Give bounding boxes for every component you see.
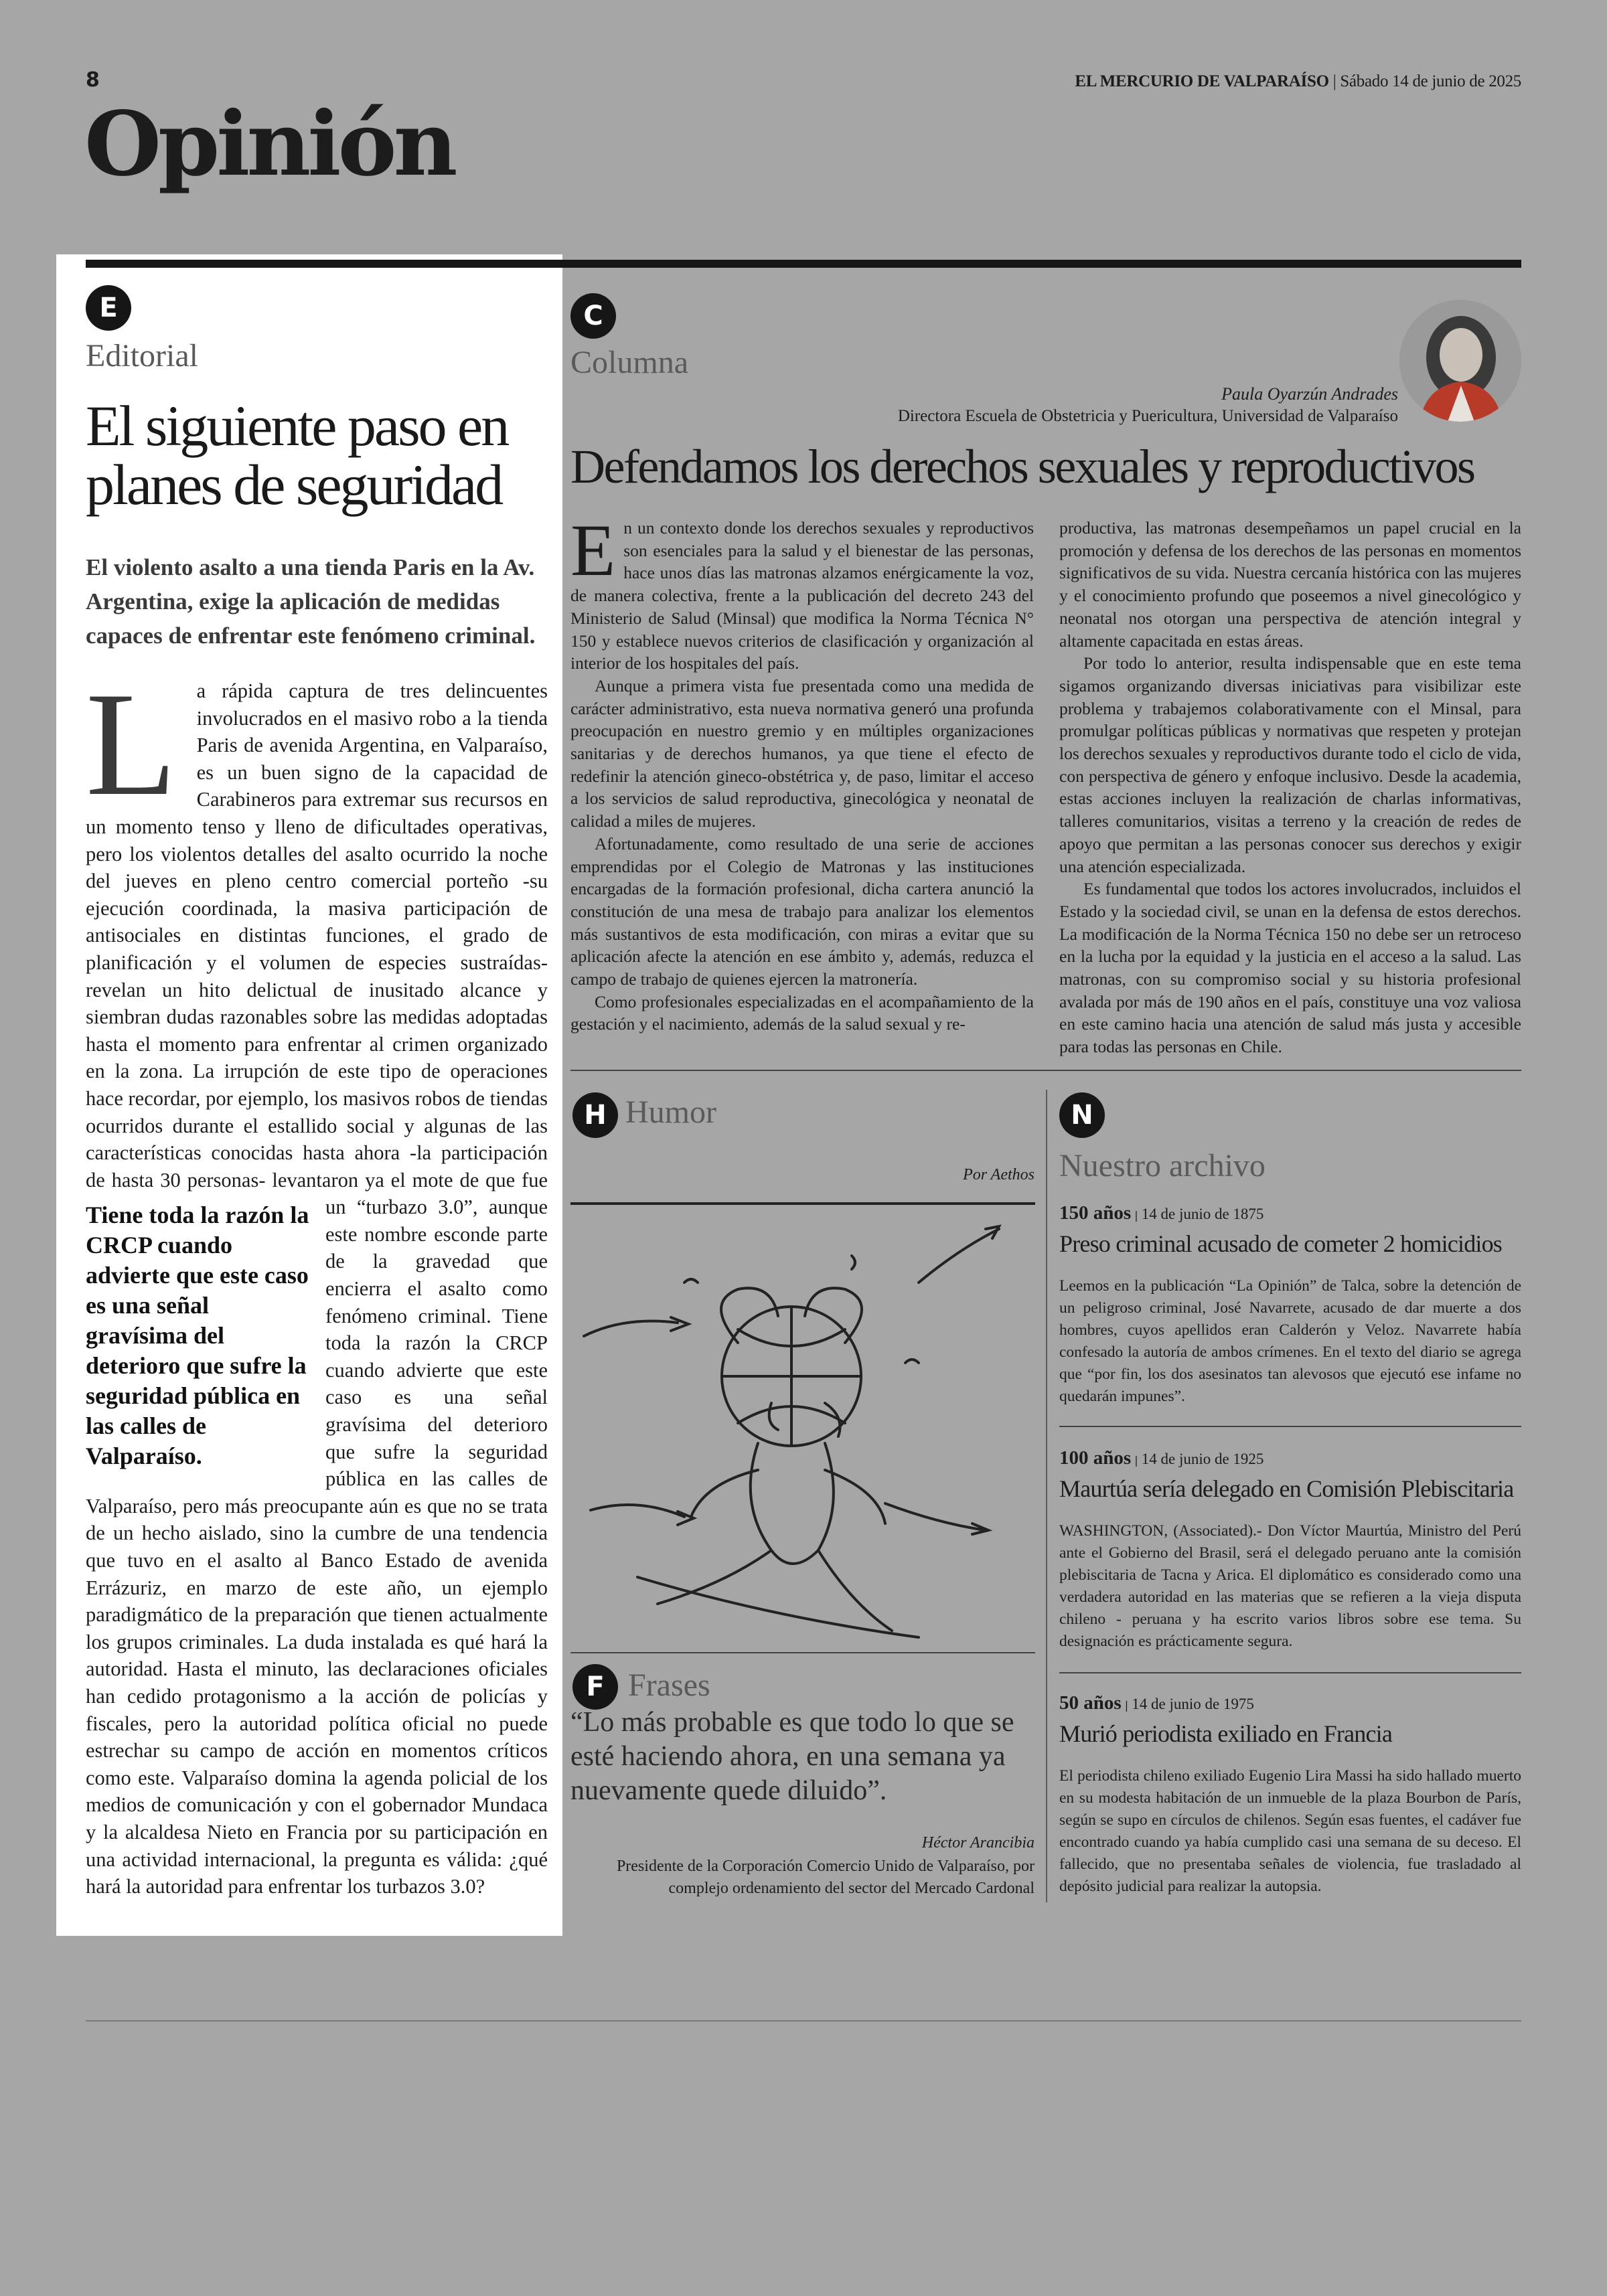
page-number: 8 bbox=[86, 68, 100, 92]
archive-body: El periodista chileno exiliado Eugenio Lira Massi ha sido hallado muerto en su modesta habitación de un inmueble de la plaza Bourbon de París, según se supo en círculos de chilenos. Según esas fuentes, el cadáver fue encontrado cuando ya había cumplido casi una semana de su deceso. El fallecido, que no presentaba señales de violencia, fue trasladado al depósito judicial para realizar la autopsia. bbox=[1059, 1767, 1521, 1895]
humor-badge: H bbox=[572, 1092, 618, 1138]
archive-date: 14 de junio de 1925 bbox=[1141, 1451, 1264, 1467]
column-paragraph: Aunque a primera vista fue presentada como una medida de carácter administrativo, esta nueva normativa generó una profunda preocupación en nuestro gremio y en múltiples organizaciones sanitarias y de derechos humanos, ya que tiene el efecto de redefinir la atención gineco-obstétrica y, de paso, limitar el acceso a los servicios de salud reproductiva, ginecológica y neonatal de calidad a miles de mujeres. bbox=[570, 675, 1034, 831]
frases-role: Presidente de la Corporación Comercio Unido de Valparaíso, por complejo ordenamiento del sector del Mercado Cardonal bbox=[616, 1858, 1035, 1897]
author-role: Directora Escuela de Obstetricia y Puericultura, Universidad de Valparaíso bbox=[897, 407, 1398, 425]
editorial-body bbox=[86, 677, 548, 1902]
masthead: EL MERCURIO DE VALPARAÍSO | Sábado 14 de junio de 2025 bbox=[1075, 72, 1521, 90]
archive-headline: Preso criminal acusado de cometer 2 homicidios bbox=[1059, 1230, 1502, 1257]
author-portrait-icon bbox=[1399, 300, 1521, 422]
column-text-right bbox=[1059, 517, 1521, 1058]
archive-years: 50 años bbox=[1059, 1692, 1122, 1714]
archive-years: 150 años bbox=[1059, 1202, 1132, 1224]
archive-item: 100 años | 14 de junio de 1925 Maurtúa sería delegado en Comisión Plebiscitaria WASHINGTON, (Associated).- Don Víctor Maurtúa, Ministro del Perú ante el Gobierno del Brasil, será el delegado peruano ante la comisión plebiscitaria de Tacna y Arica. El diplomático es considerado como una verdadera autoridad en las materias que se refieren a la vieja disputa chileno - peruana y ha escrito varios libros sobre ese tema. Su designación es prácticamente segura. bbox=[1059, 1447, 1521, 1653]
archive-badge: N bbox=[1059, 1092, 1105, 1138]
archive-rule bbox=[1059, 1426, 1521, 1427]
archive-item: 150 años | 14 de junio de 1875 Preso criminal acusado de cometer 2 homicidios Leemos en la publicación “La Opinión” de Talca, sobre la detención de un peligroso criminal, José Navarrete, acusado de dar muerte a dos hombres, cuyos apellidos eran Calderón y Veloz. Navarrete había confesado la autoría de ambos crímenes. En el texto del diario se agrega que “por fin, los dos asesinatos tan alevosos que ejecutó ese infame no quedarán impunes”. bbox=[1059, 1202, 1521, 1408]
humor-cartoon bbox=[570, 1202, 1035, 1682]
column-paragraph: Es fundamental que todos los actores involucrados, incluidos el Estado y la sociedad civil, se unan en la defensa de estos derechos. La modificación de la Norma Técnica 150 no debe ser un retroceso en la lucha por la equidad y la justicia en el acceso a la salud. Las matronas, con su compromiso social y su historia profesional avalada por más de 190 años en el país, constituye una voz valiosa en este camino hacia una atención de salud más justa y accesible para todas las personas en Chile. bbox=[1059, 879, 1521, 1057]
column-badge: C bbox=[570, 293, 616, 339]
archive-rule bbox=[1059, 1672, 1521, 1673]
archive-body: WASHINGTON, (Associated).- Don Víctor Maurtúa, Ministro del Perú ante el Gobierno del Brasil, será el delegado peruano ante la comisión plebiscitaria de Tacna y Arica. El diplomático es considerado como una verdadera autoridad en las materias que se refieren a la vieja disputa chileno - peruana y ha escrito varios libros sobre ese tema. Su designación es prácticamente segura. bbox=[1059, 1522, 1521, 1650]
frases-badge: F bbox=[572, 1664, 618, 1710]
archive-body: Leemos en la publicación “La Opinión” de Talca, sobre la detención de un peligroso criminal, José Navarrete, acusado de dar muerte a dos hombres, cuyos apellidos eran Calderón y Veloz. Navarrete había confesado la autoría de ambos crímenes. En el texto del diario se agrega que “por fin, los dos asesinatos tan alevosos que ejecutó ese infame no quedarán impunes”. bbox=[1059, 1277, 1521, 1405]
editorial-badge: E bbox=[86, 285, 131, 331]
editorial-lead: El violento asalto a una tienda Paris en la Av. Argentina, exige la aplicación de medidas capaces de enfrentar este fenómeno criminal. bbox=[86, 554, 536, 649]
cartoon-illustration-icon bbox=[570, 1202, 1035, 1682]
author-name: Paula Oyarzún Andrades bbox=[1221, 384, 1398, 404]
column-paragraph bbox=[570, 509, 1034, 675]
publication-name: EL MERCURIO DE VALPARAÍSO bbox=[1075, 72, 1329, 90]
column-title: Defendamos los derechos sexuales y reproductivos bbox=[570, 440, 1474, 493]
editorial-top-bar bbox=[86, 260, 562, 268]
frases-kicker: Frases bbox=[628, 1667, 710, 1703]
column-bottom-rule bbox=[570, 1070, 1521, 1071]
frases-author: Héctor Arancibia bbox=[921, 1834, 1035, 1852]
humor-credit: Por Aethos bbox=[963, 1166, 1035, 1183]
column-paragraph: Por todo lo anterior, resulta indispensable que en este tema sigamos organizando diversas iniciativas para visibilizar este problema y trabajemos colaborativamente con el Minsal, para promulgar políticas públicas y normativas que respeten y protejan los derechos sexuales y reproductivos durante todo el ciclo de vida, con perspectiva de género y enfoque inclusivo. Desde la academia, estas acciones incluyen la realización de charlas informativas, talleres comunitarios, visitas a terreno y la creación de redes de apoyo que permitan a las personas conocer sus derechos y exigir una atención especializada. bbox=[1059, 653, 1521, 876]
archive-headline: Maurtúa sería delegado en Comisión Plebiscitaria bbox=[1059, 1475, 1514, 1502]
editorial-title: El siguiente paso en planes de seguridad bbox=[86, 394, 508, 517]
humor-bottom-rule bbox=[570, 1652, 1035, 1653]
archive-date: 14 de junio de 1975 bbox=[1132, 1696, 1254, 1712]
archive-years: 100 años bbox=[1059, 1447, 1132, 1469]
editorial-dropcap: L bbox=[86, 677, 177, 827]
frases-quote: “Lo más probable es que todo lo que se esté haciendo ahora, en una semana ya nuevamente quede diluido”. bbox=[570, 1707, 1014, 1806]
column-dropcap: E bbox=[570, 509, 616, 591]
page-bottom-rule bbox=[86, 2020, 1521, 2022]
editorial-kicker: Editorial bbox=[86, 338, 198, 374]
editorial-pull-quote: Tiene toda la razón la CRCP cuando advierte que este caso es una señal gravísima del deterioro que sufre la seguridad pública en las calles de Valparaíso. bbox=[86, 1202, 309, 1470]
column-text-left bbox=[570, 509, 1034, 1036]
publication-date: Sábado 14 de junio de 2025 bbox=[1340, 72, 1521, 90]
column-kicker: Columna bbox=[570, 345, 688, 380]
column-paragraph-text: n un contexto donde los derechos sexuales y reproductivos son esenciales para la salud y el bienestar de las personas, hace unos días las matronas alzamos enérgicamente la voz, de manera colectiva, frente a la publicación del decreto 243 del Ministerio de Salud (Minsal) que modifica la Norma Técnica N° 150 y establece nuevos criterios de clasificación y organización al interior de los hospitales del país. bbox=[570, 518, 1034, 673]
section-title: Opinión bbox=[84, 92, 455, 196]
editorial-body-part-2: que fue un “turbazo 3.0”, aunque este nombre esconde parte de la gravedad que encierra el asalto como fenómeno criminal. Tiene toda la razón la CRCP cuando advierte que este caso es una señal gravísima del deterioro que sufre la seguridad pública en las calles de Valparaíso, pero más preocupante aún es que no se trata de un hecho aislado, sino la cumbre de una tendencia que tuvo en el asalto al Banco Estado de avenida Errázuriz, en marzo de este año, un ejemplo paradigmático de la preparación que tienen actualmente los grupos criminales. La duda instalada es qué hará la autoridad. Hasta el minuto, las declaraciones oficiales han cedido protagonismo a la acción de policías y fiscales, pero la autoridad política oficial no puede estrechar su campo de acción en momentos críticos como este. Valparaíso domina la agenda policial de los medios de comunicación y con el gobernador Mundaca y la alcaldesa Nieto en Francia por su participación en una actividad internacional, la pregunta es válida: ¿qué hará la autoridad para enfrentar los turbazos 3.0? bbox=[86, 1168, 548, 1898]
column-paragraph: Afortunadamente, como resultado de una serie de acciones emprendidas por el Colegio de Matronas y las instituciones encargadas de la formación profesional, dicha cartera anunció la constitución de una mesa de trabajo para analizar los elementos más sustantivos de esta modificación, con miras a evitar que su aplicación afecte la atención en ese ámbito y, además, reduzca el campo de trabajo de quienes ejercen la matronería. bbox=[570, 833, 1034, 989]
archive-item: 50 años | 14 de junio de 1975 Murió periodista exiliado en Francia El periodista chileno exiliado Eugenio Lira Massi ha sido hallado muerto en su modesta habitación de un inmueble de la plaza Bourbon de París, según se supo en círculos de chilenos. Según esas fuentes, el cadáver fue encontrado cuando ya había cumplido casi una semana de su deceso. El fallecido, que no presentaba señales de violencia, fue trasladado al depósito judicial para realizar la autopsia. bbox=[1059, 1692, 1521, 1898]
author-photo bbox=[1399, 300, 1521, 422]
humor-kicker: Humor bbox=[625, 1094, 716, 1130]
editorial-body-part-1: a rápida captura de tres delincuentes involucrados en el masivo robo a la tienda Paris de avenida Argentina, en Valparaíso, es un buen signo de la capacidad de Carabineros para extremar sus recursos en un momento tenso y lleno de dificultades operativas, pero los violentos detalles del asalto ocurrido la noche del jueves en pleno centro comercial porteño -su ejecución coordinada, la masiva participación de antisociales en distintas funciones, el grado de planificación y el volumen de especies sustraídas- revelan un hito delictual de inusitado alcance y siembran dudas razonables sobre las medidas adoptadas hasta el momento para enfrentar al crimen organizado en la zona. La irrupción de este tipo de operaciones hace recordar, por ejemplo, los masivos robos de tiendas ocurridos durante el estallido social y algunas de las características conocidas hasta ahora -la participación de hasta 30 personas- levantaron ya el mote de bbox=[86, 679, 548, 1192]
archive-headline: Murió periodista exiliado en Francia bbox=[1059, 1720, 1393, 1747]
archive-kicker: Nuestro archivo bbox=[1059, 1148, 1266, 1183]
column-paragraph: productiva, las matronas desempeñamos un papel crucial en la promoción y defensa de los derechos de las personas en momentos significativos de su vida. Nuestra cercanía histórica con las mujeres y el conocimiento profundo que poseemos a nivel ginecológico y neonatal nos otorgan una perspectiva de atención integral y altamente capacitada en estas áreas. bbox=[1059, 518, 1521, 651]
column-divider bbox=[1046, 1090, 1047, 1902]
archive-date: 14 de junio de 1875 bbox=[1141, 1206, 1264, 1222]
column-paragraph: Como profesionales especializadas en el acompañamiento de la gestación y el nacimiento, además de la salud sexual y re- bbox=[570, 991, 1034, 1034]
